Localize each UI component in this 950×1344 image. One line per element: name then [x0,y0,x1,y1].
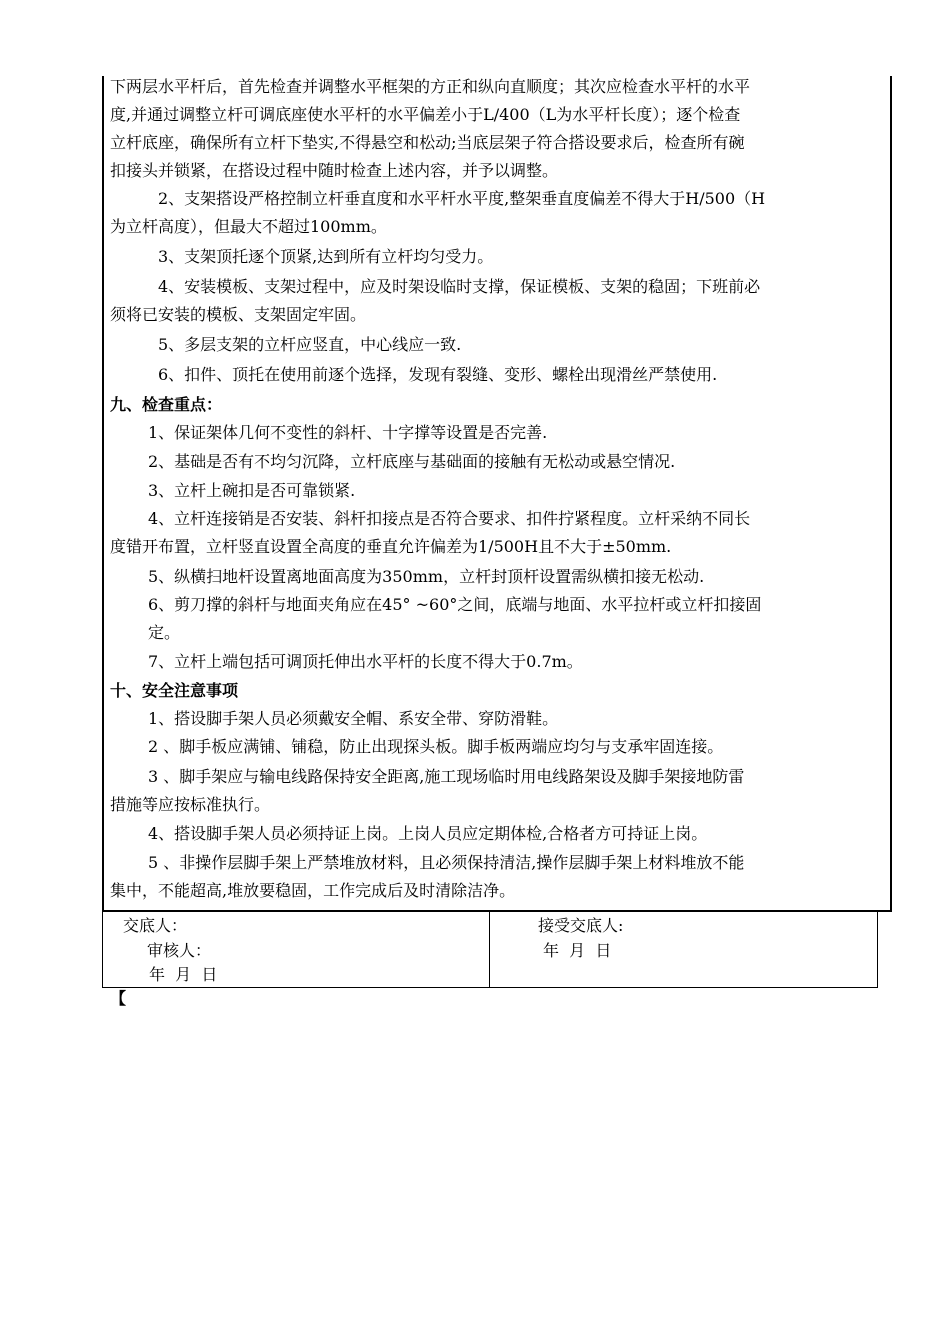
body-line: 定。 [148,623,181,642]
body-line: 7、立杆上端包括可调顶托伸出水平杆的长度不得大于0.7m。 [148,652,583,671]
footer-bracket: 【 [110,989,127,1008]
body-line: 2、支架搭设严格控制立杆垂直度和水平杆水平度,整架垂直度偏差不得大于H/500（H [158,189,766,208]
body-line: 4、安装模板、支架过程中，应及时架设临时支撑，保证模板、支架的稳固；下班前必 [158,277,761,296]
body-line: 措施等应按标准执行。 [110,795,271,814]
body-line: 4、立杆连接销是否安装、斜杆扣接点是否符合要求、扣件拧紧程度。立杆采纳不同长 [148,509,751,528]
signature-table [102,912,878,988]
body-line: 立杆底座，确保所有立杆下垫实,不得悬空和松动;当底层架子符合搭设要求后，检查所有碗 [110,133,745,152]
body-line: 5、多层支架的立杆应竖直，中心线应一致. [158,335,462,354]
body-line: 度,并通过调整立杆可调底座使水平杆的水平偏差小于L/400（L为水平杆长度）；逐个检查 [110,105,741,124]
body-line: 5 、非操作层脚手架上严禁堆放材料，且必须保持清洁,操作层脚手架上材料堆放不能 [148,853,745,872]
body-line: 为立杆高度），但最大不超过100mm。 [110,217,387,236]
body-line: 3 、脚手架应与输电线路保持安全距离,施工现场临时用电线路架设及脚手架接地防雷 [148,767,745,786]
presenter-label: 交底人： [123,916,188,935]
reviewer-label: 审核人： [147,941,212,960]
body-line: 6、剪刀撑的斜杆与地面夹角应在45° ~60°之间，底端与地面、水平拉杆或立杆扣接固 [148,595,762,614]
body-line: 扣接头并锁紧，在搭设过程中随时检查上述内容，并予以调整。 [110,161,559,180]
body-line: 2 、脚手板应满铺、铺稳，防止出现探头板。脚手板两端应均匀与支承牢固连接。 [148,737,724,756]
section-heading-nine: 九、检查重点： [110,395,223,414]
body-line: 3、立杆上碗扣是否可靠锁紧. [148,481,356,500]
body-line: 集中，不能超高,堆放要稳固，工作完成后及时清除洁净。 [110,881,516,900]
left-date: 年 月 日 [149,965,218,984]
receiver-label: 接受交底人: [538,916,624,935]
body-line: 2、基础是否有不均匀沉降，立杆底座与基础面的接触有无松动或悬空情况. [148,452,676,471]
body-line: 6、扣件、顶托在使用前逐个选择，发现有裂缝、变形、螺栓出现滑丝严禁使用. [158,365,718,384]
body-line: 须将已安装的模板、支架固定牢固。 [110,305,367,324]
body-line: 下两层水平杆后，首先检查并调整水平框架的方正和纵向直顺度；其次应检查水平杆的水平 [110,77,751,96]
right-date: 年 月 日 [543,941,612,960]
body-line: 1、保证架体几何不变性的斜杆、十字撑等设置是否完善. [148,423,548,442]
body-line: 3、支架顶托逐个顶紧,达到所有立杆均匀受力。 [158,247,494,266]
body-line: 1、搭设脚手架人员必须戴安全帽、系安全带、穿防滑鞋。 [148,709,559,728]
body-line: 5、纵横扫地杆设置离地面高度为350mm，立杆封顶杆设置需纵横扣接无松动. [148,567,705,586]
body-line: 度错开布置，立杆竖直设置全高度的垂直允许偏差为1/500H且不大于±50mm. [110,537,672,556]
signature-divider [489,912,490,987]
section-heading-ten: 十、安全注意事项 [110,681,239,700]
body-line: 4、搭设脚手架人员必须持证上岗。上岗人员应定期体检,合格者方可持证上岗。 [148,824,708,843]
